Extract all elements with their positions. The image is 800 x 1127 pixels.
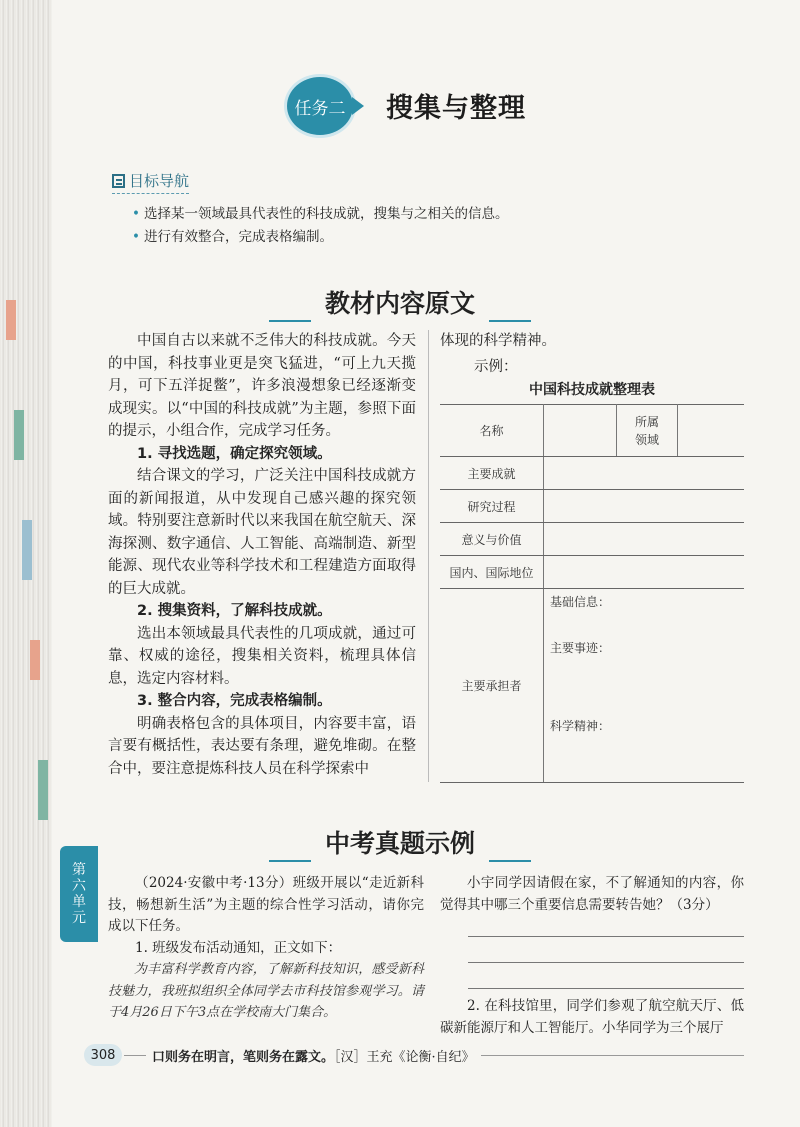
edge-tab-mark: [30, 640, 40, 680]
section-title-textbook: [0, 284, 800, 322]
answer-line: [468, 936, 744, 937]
answer-line: [468, 988, 744, 989]
table-row: [440, 589, 744, 783]
step-text: 结合课文的学习，广泛关注中国科技成就方面的新闻报道，从中发现自己感兴趣的探究领域。特别要注意新时代以来我国在航空航天、深海探测、数字通信、人工智能、高端制造、新型能源、现代农业等科学技术和工程建造方面取得的巨大成就。: [108, 468, 416, 597]
task-arrow-icon: [352, 97, 364, 115]
achievement-table: [440, 404, 744, 783]
row-cell: [544, 556, 745, 589]
goal-nav-heading: [112, 170, 189, 194]
step-title: 3. 整合内容，完成表格编制。: [137, 693, 332, 709]
title-rule: [269, 320, 311, 322]
quote-text: 口则务在明言，笔则务在露文。: [152, 1050, 335, 1065]
section-title-exam: [0, 824, 800, 862]
bearer-label: 主要承担者: [440, 589, 544, 783]
row-label: 国内、国际地位: [440, 556, 544, 589]
table-row: [440, 490, 744, 523]
step-text: 选出本领域最具代表性的几项成就，通过可靠、权威的途径，搜集相关资料，梳理具体信息，选定内容材料。: [108, 625, 416, 687]
title-rule: [269, 860, 311, 862]
row-label: 研究过程: [440, 490, 544, 523]
bearer-field: 科学精神：: [550, 719, 611, 733]
row-cell: [544, 457, 745, 490]
task-title: 搜集与整理: [386, 93, 526, 124]
bearer-cell: [544, 589, 745, 783]
goal-item: • 选择某一领域最具代表性的科技成就，搜集与之相关的信息。: [132, 203, 508, 226]
unit-tab-label: 第六单元: [72, 862, 86, 926]
intro-paragraph: 中国自古以来就不乏伟大的科技成就。今天的中国，科技事业更是突飞猛进，“可上九天揽月，可下五洋捉鳖”，许多浪漫想象已经逐渐变成现实。以“中国的科技成就”为主题，参照下面的提示，小组合作，完成学习任务。: [108, 333, 416, 439]
question-2-block: [440, 996, 744, 1039]
answer-line: [468, 962, 744, 963]
step-title: 2. 搜集资料，了解科技成就。: [137, 603, 332, 619]
textbook-left-column: [108, 330, 416, 780]
title-rule: [489, 860, 531, 862]
field-label: 所属领域: [617, 405, 678, 457]
quote-source: ［汉］王充《论衡·自纪》: [334, 1050, 475, 1065]
column-divider: [428, 330, 429, 782]
notepad-icon: [112, 174, 125, 188]
name-cell: [544, 405, 617, 457]
exam-intro: （2024·安徽中考·13分）班级开展以“走近新科技，畅想新生活”为主题的综合性学习活动，请你完成以下任务。: [108, 875, 424, 934]
step-text: 明确表格包含的具体项目，内容要丰富，语言要有概括性，表达要有条理，避免堆砌。在整合中，要注意提炼科技人员在科学探索中: [108, 715, 416, 777]
row-label: 意义与价值: [440, 523, 544, 556]
edge-tab-mark: [38, 760, 48, 820]
table-row: [440, 405, 744, 457]
unit-tab: [60, 846, 98, 942]
table-row: [440, 457, 744, 490]
bearer-field: 主要事迹：: [550, 641, 611, 655]
goal-list: [132, 203, 508, 249]
edge-tab-mark: [14, 410, 24, 460]
table-row: [440, 523, 744, 556]
exam-left-column: [108, 873, 424, 1024]
task-badge: 任务二: [287, 77, 353, 135]
section-title-text: 教材内容原文: [324, 289, 475, 318]
footer-quote: [146, 1046, 481, 1065]
step-title: 1. 寻找选题，确定探究领域。: [137, 445, 332, 462]
example-label: 示例：: [474, 359, 518, 375]
question-2: 2. 在科技馆里，同学们参观了航空航天厅、低碳新能源厅和人工智能厅。小华同学为三个展厅: [440, 998, 744, 1036]
question-1: 1. 班级发布活动通知，正文如下：: [135, 939, 342, 956]
section-title-text: 中考真题示例: [324, 829, 475, 858]
table-row: [440, 556, 744, 589]
question-1-ask: 小宇同学因请假在家，不了解通知的内容，你觉得其中哪三个重要信息需要转告她？（3分）: [440, 875, 744, 913]
name-label: 名称: [440, 405, 544, 457]
page-number: 308: [84, 1044, 122, 1066]
title-rule: [489, 320, 531, 322]
row-label: 主要成就: [440, 457, 544, 490]
edge-tab-mark: [22, 520, 32, 580]
notice-text: 为丰富科学教育内容，了解新科技知识，感受新科技魅力，我班拟组织全体同学去市科技馆参观学习。请于4月26日下午3点在学校南大门集合。: [108, 962, 424, 1020]
continued-text: 体现的科学精神。: [440, 333, 556, 349]
goal-item: • 进行有效整合，完成表格编制。: [132, 226, 508, 249]
goal-nav-label: 目标导航: [129, 172, 190, 190]
exam-right-column: [440, 873, 744, 916]
table-title: 中国科技成就整理表: [529, 382, 655, 398]
row-cell: [544, 523, 745, 556]
bearer-field: 基础信息：: [550, 595, 611, 609]
field-cell: [678, 405, 745, 457]
row-cell: [544, 490, 745, 523]
